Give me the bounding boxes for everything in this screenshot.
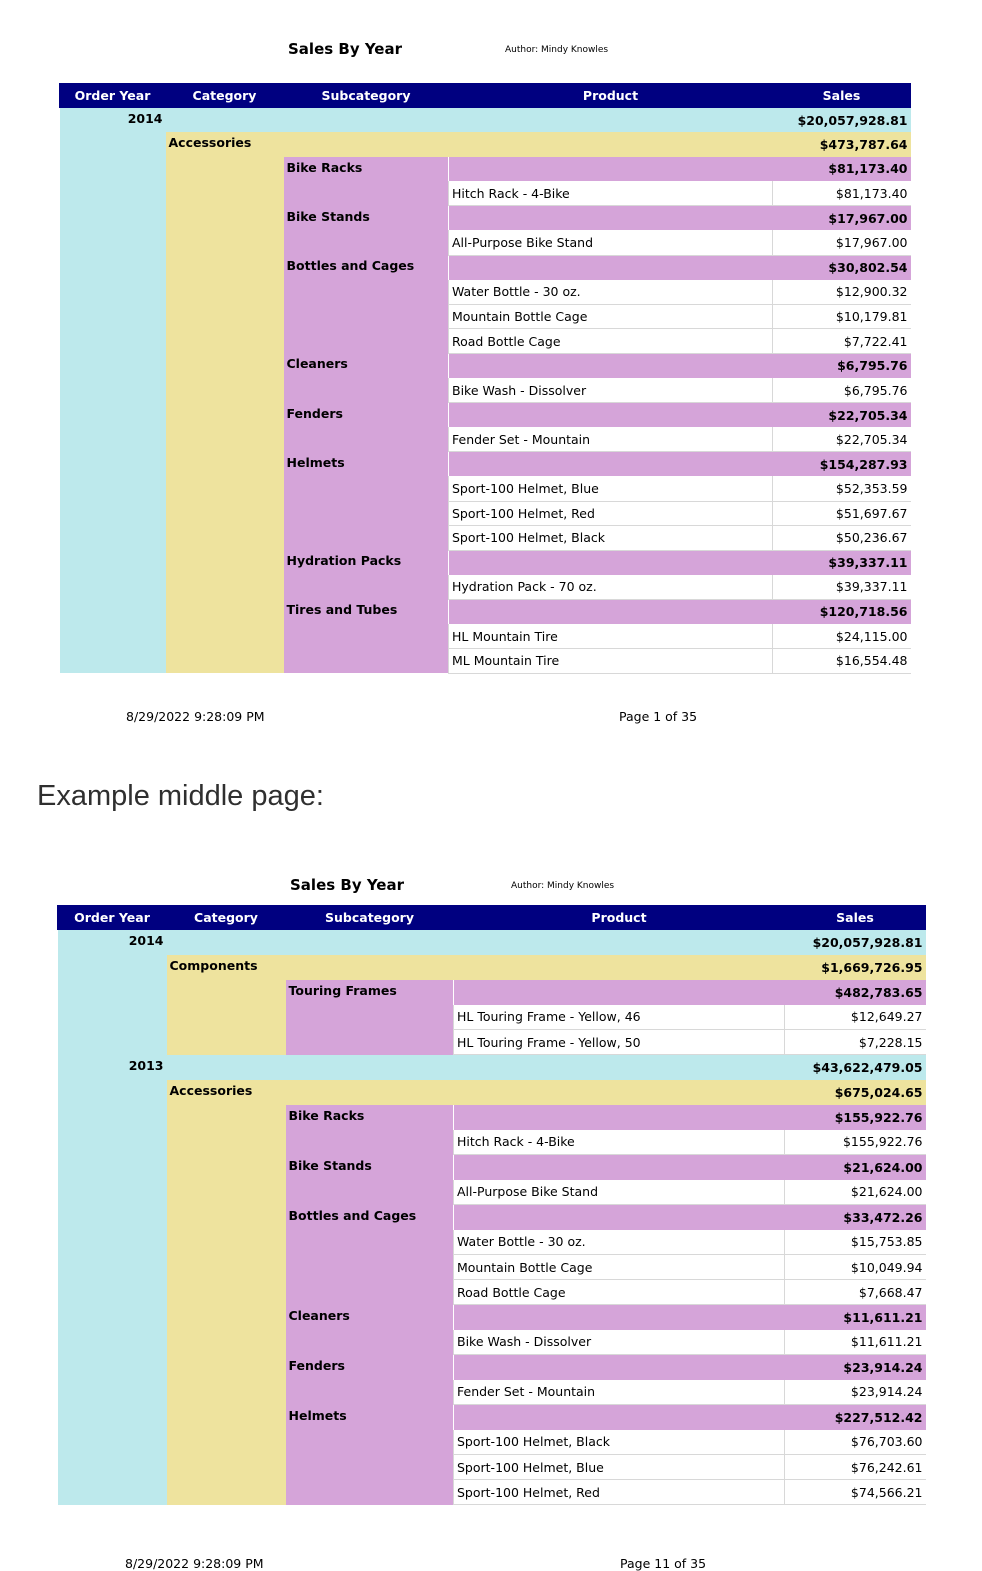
subcategory-total: $227,512.42 (785, 1405, 926, 1430)
subcategory-name: Tires and Tubes (284, 599, 449, 673)
subcategory-product-blank (449, 550, 773, 575)
example-middle-page-heading: Example middle page: (37, 780, 324, 812)
subcategory-name: Touring Frames (286, 980, 454, 1055)
table-header-row (58, 906, 926, 930)
product-name: Hydration Pack - 70 oz. (449, 575, 773, 600)
product-sales: $12,649.27 (785, 1005, 926, 1030)
year-blank (166, 108, 284, 133)
col-header-product: Product (454, 906, 785, 930)
sales-table (57, 905, 926, 1505)
product-name: Fender Set - Mountain (449, 427, 773, 452)
col-header-sales: Sales (773, 84, 911, 108)
subcategory-product-blank (454, 1305, 785, 1330)
subcategory-product-blank (454, 1155, 785, 1180)
category-blank (286, 1080, 454, 1105)
category-total: $675,024.65 (785, 1080, 926, 1105)
subcategory-total: $154,287.93 (773, 452, 911, 477)
product-name: Sport-100 Helmet, Blue (449, 476, 773, 501)
product-name: All-Purpose Bike Stand (449, 230, 773, 255)
order-year: 2014 (60, 108, 166, 674)
subcategory-total: $33,472.26 (785, 1205, 926, 1230)
report-author: Author: Mindy Knowles (505, 45, 609, 55)
product-sales: $15,753.85 (785, 1230, 926, 1255)
category-blank (284, 132, 449, 157)
subcategory-name: Cleaners (286, 1305, 454, 1355)
subcategory-name: Bottles and Cages (284, 255, 449, 353)
category-blank (286, 955, 454, 980)
year-total: $20,057,928.81 (773, 108, 911, 133)
subcategory-name: Bike Stands (286, 1155, 454, 1205)
subcategory-total: $11,611.21 (785, 1305, 926, 1330)
product-name: Hitch Rack - 4-Bike (454, 1130, 785, 1155)
subcategory-product-blank (454, 1355, 785, 1380)
subcategory-total: $120,718.56 (773, 599, 911, 624)
product-sales: $23,914.24 (785, 1380, 926, 1405)
subcategory-product-blank (449, 599, 773, 624)
subcategory-name: Bike Racks (286, 1105, 454, 1155)
subcategory-name: Fenders (286, 1355, 454, 1405)
footer-date: 8/29/2022 9:28:09 PM (125, 1556, 264, 1571)
subcategory-product-blank (449, 157, 773, 182)
order-year: 2013 (58, 1055, 167, 1505)
year-blank (454, 1055, 785, 1080)
product-sales: $74,566.21 (785, 1480, 926, 1505)
subcategory-name: Bike Racks (284, 157, 449, 206)
subcategory-product-blank (449, 255, 773, 280)
year-blank (284, 108, 449, 133)
category-name: Accessories (167, 1080, 286, 1505)
footer-date: 8/29/2022 9:28:09 PM (126, 709, 265, 724)
product-name: HL Mountain Tire (449, 624, 773, 649)
product-sales: $76,242.61 (785, 1455, 926, 1480)
product-sales: $17,967.00 (773, 230, 911, 255)
product-name: Bike Wash - Dissolver (449, 378, 773, 403)
subcategory-total: $17,967.00 (773, 206, 911, 231)
product-sales: $12,900.32 (773, 280, 911, 305)
order-year: 2014 (58, 930, 167, 1055)
year-blank (449, 108, 773, 133)
category-row (58, 955, 926, 980)
footer-page-number: Page 1 of 35 (619, 709, 698, 724)
year-blank (454, 930, 785, 955)
product-name: Hitch Rack - 4-Bike (449, 181, 773, 206)
product-sales: $10,179.81 (773, 304, 911, 329)
product-name: Road Bottle Cage (454, 1280, 785, 1305)
col-header-subcategory: Subcategory (284, 84, 449, 108)
subcategory-product-blank (454, 1205, 785, 1230)
subcategory-total: $81,173.40 (773, 157, 911, 182)
subcategory-name: Fenders (284, 403, 449, 452)
category-total: $1,669,726.95 (785, 955, 926, 980)
table-header-row (60, 84, 911, 108)
product-name: Road Bottle Cage (449, 329, 773, 354)
year-total: $43,622,479.05 (785, 1055, 926, 1080)
subcategory-name: Bottles and Cages (286, 1205, 454, 1305)
product-name: Sport-100 Helmet, Black (449, 526, 773, 551)
category-row (60, 132, 911, 157)
product-name: Water Bottle - 30 oz. (449, 280, 773, 305)
category-name: Accessories (166, 132, 284, 673)
year-row (60, 108, 911, 133)
subcategory-name: Bike Stands (284, 206, 449, 255)
product-sales: $7,228.15 (785, 1030, 926, 1055)
col-header-sales: Sales (785, 906, 926, 930)
product-sales: $76,703.60 (785, 1430, 926, 1455)
product-sales: $155,922.76 (785, 1130, 926, 1155)
subcategory-product-blank (454, 1405, 785, 1430)
subcategory-product-blank (449, 206, 773, 231)
year-blank (167, 930, 286, 955)
product-name: HL Touring Frame - Yellow, 46 (454, 1005, 785, 1030)
year-row (58, 1055, 926, 1080)
category-blank (454, 955, 785, 980)
sales-table (59, 83, 911, 674)
category-name: Components (167, 955, 286, 1055)
category-total: $473,787.64 (773, 132, 911, 157)
product-sales: $16,554.48 (773, 649, 911, 674)
subcategory-total: $22,705.34 (773, 403, 911, 428)
subcategory-total: $39,337.11 (773, 550, 911, 575)
product-name: Mountain Bottle Cage (449, 304, 773, 329)
product-sales: $21,624.00 (785, 1180, 926, 1205)
product-name: Sport-100 Helmet, Black (454, 1430, 785, 1455)
subcategory-product-blank (454, 1105, 785, 1130)
product-name: ML Mountain Tire (449, 649, 773, 674)
product-name: Sport-100 Helmet, Red (454, 1480, 785, 1505)
product-sales: $24,115.00 (773, 624, 911, 649)
col-header-product: Product (449, 84, 773, 108)
col-header-category: Category (167, 906, 286, 930)
col-header-subcategory: Subcategory (286, 906, 454, 930)
category-blank (454, 1080, 785, 1105)
subcategory-name: Helmets (286, 1405, 454, 1505)
product-sales: $22,705.34 (773, 427, 911, 452)
subcategory-total: $23,914.24 (785, 1355, 926, 1380)
product-name: Bike Wash - Dissolver (454, 1330, 785, 1355)
year-blank (286, 1055, 454, 1080)
subcategory-product-blank (449, 353, 773, 378)
subcategory-name: Helmets (284, 452, 449, 550)
year-blank (286, 930, 454, 955)
subcategory-name: Cleaners (284, 353, 449, 402)
product-sales: $51,697.67 (773, 501, 911, 526)
year-blank (167, 1055, 286, 1080)
product-name: All-Purpose Bike Stand (454, 1180, 785, 1205)
subcategory-product-blank (449, 452, 773, 477)
product-sales: $11,611.21 (785, 1330, 926, 1355)
subcategory-total: $155,922.76 (785, 1105, 926, 1130)
col-header-order-year: Order Year (60, 84, 166, 108)
subcategory-total: $482,783.65 (785, 980, 926, 1005)
year-total: $20,057,928.81 (785, 930, 926, 955)
col-header-order-year: Order Year (58, 906, 167, 930)
subcategory-total: $21,624.00 (785, 1155, 926, 1180)
product-sales: $7,668.47 (785, 1280, 926, 1305)
product-sales: $6,795.76 (773, 378, 911, 403)
product-sales: $52,353.59 (773, 476, 911, 501)
product-name: Mountain Bottle Cage (454, 1255, 785, 1280)
product-sales: $39,337.11 (773, 575, 911, 600)
product-name: Fender Set - Mountain (454, 1380, 785, 1405)
report-title: Sales By Year (288, 40, 403, 58)
product-name: Water Bottle - 30 oz. (454, 1230, 785, 1255)
subcategory-product-blank (449, 403, 773, 428)
footer-page-number: Page 11 of 35 (620, 1556, 707, 1571)
product-sales: $10,049.94 (785, 1255, 926, 1280)
product-sales: $50,236.67 (773, 526, 911, 551)
product-name: Sport-100 Helmet, Red (449, 501, 773, 526)
category-row (58, 1080, 926, 1105)
category-blank (449, 132, 773, 157)
report-author: Author: Mindy Knowles (511, 881, 615, 891)
col-header-category: Category (166, 84, 284, 108)
year-row (58, 930, 926, 955)
product-sales: $81,173.40 (773, 181, 911, 206)
subcategory-name: Hydration Packs (284, 550, 449, 599)
subcategory-total: $30,802.54 (773, 255, 911, 280)
report-title: Sales By Year (290, 876, 405, 894)
subcategory-product-blank (454, 980, 785, 1005)
product-sales: $7,722.41 (773, 329, 911, 354)
subcategory-total: $6,795.76 (773, 353, 911, 378)
product-name: Sport-100 Helmet, Blue (454, 1455, 785, 1480)
product-name: HL Touring Frame - Yellow, 50 (454, 1030, 785, 1055)
